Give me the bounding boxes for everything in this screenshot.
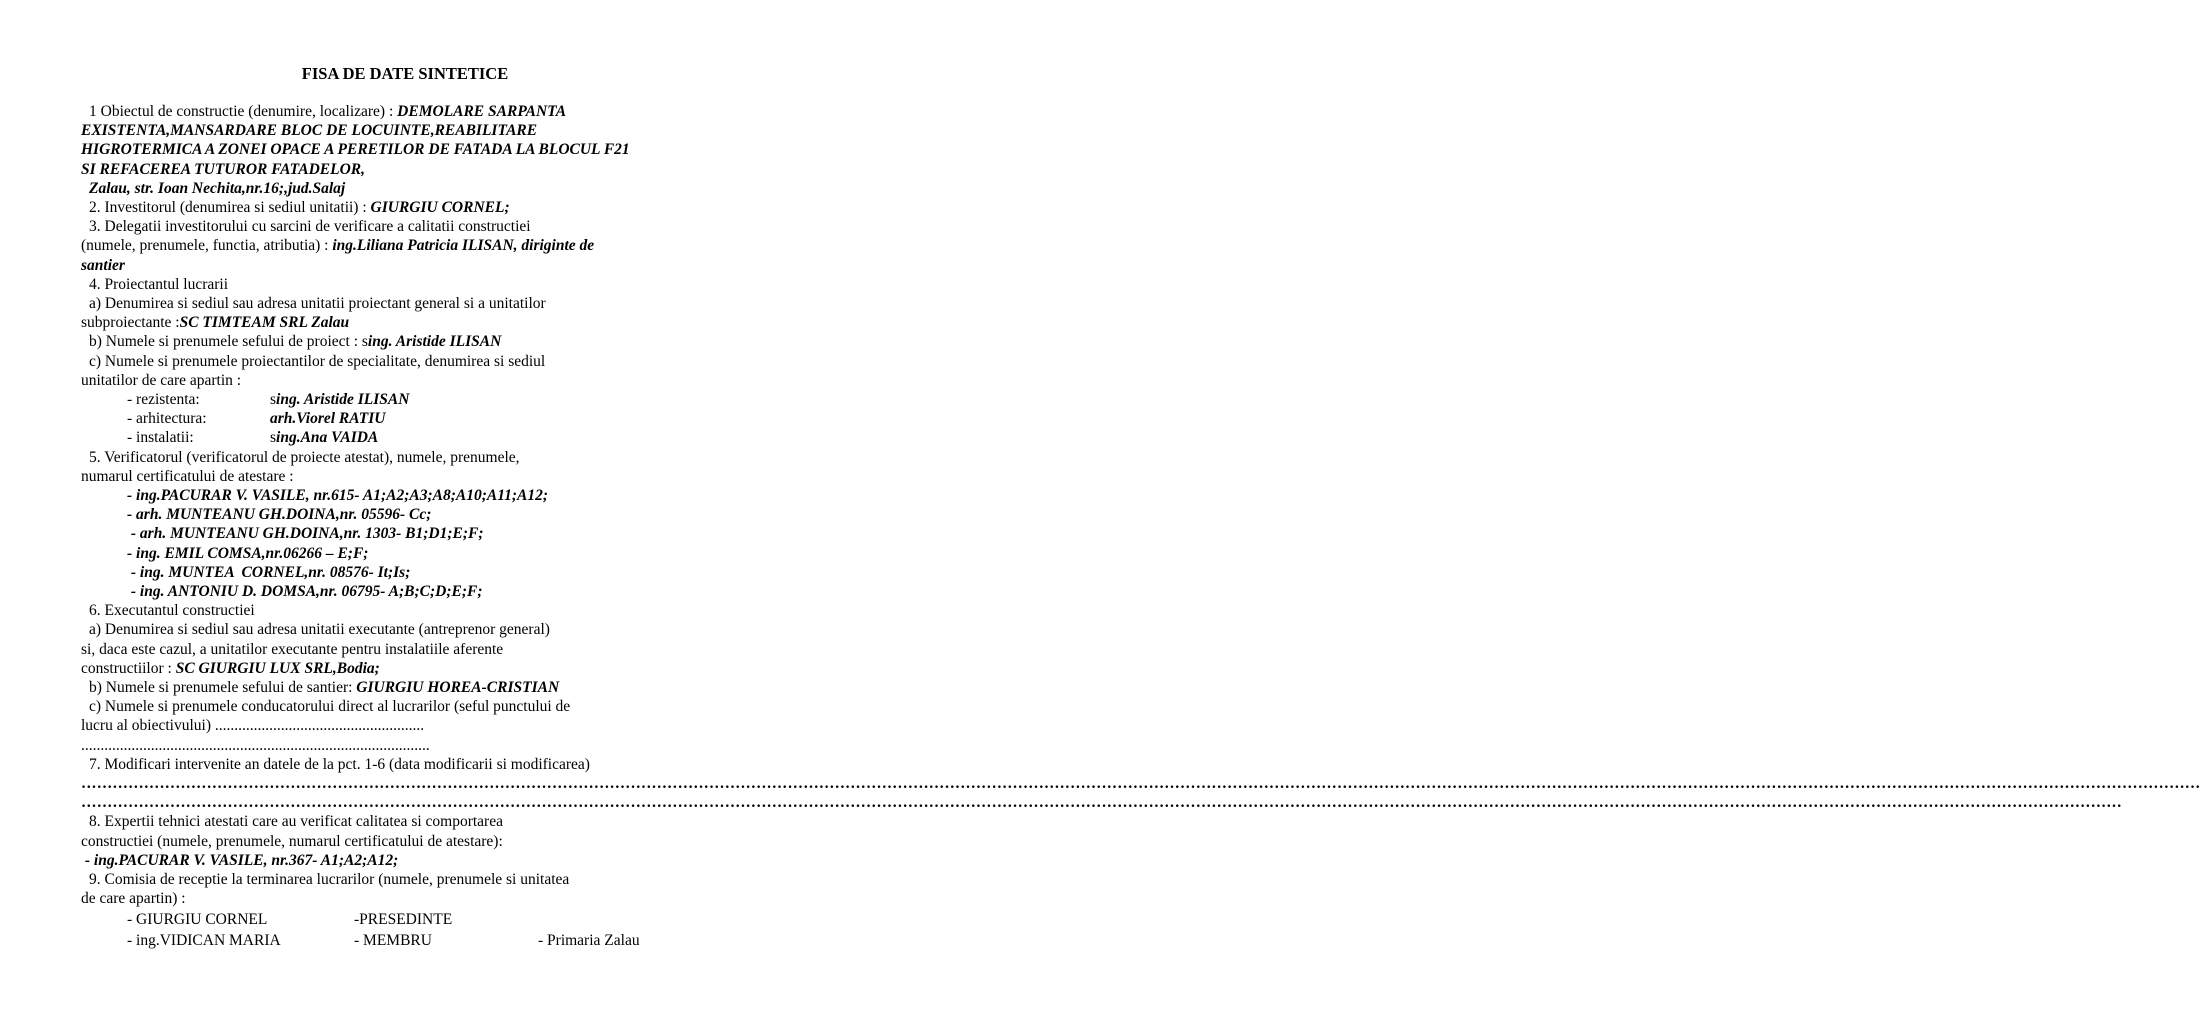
specialist-value: sing.Ana VAIDA: [270, 429, 379, 447]
verifier-item: - arh. MUNTEANU GH.DOINA,nr. 1303- B1;D1;E;F;: [127, 525, 484, 543]
commission-row: [81, 910, 741, 931]
section-6c-line: lucru al obiectivului) ......................................................: [81, 717, 425, 735]
specialist-value: arh.Viorel RATIU: [270, 410, 386, 428]
delegate-name: ing.Liliana Patricia ILISAN, diriginte de: [332, 237, 595, 255]
section-3-heading: 3. Delegatii investitorului cu sarcini de verificare a calitatii constructiei: [89, 218, 531, 236]
section-4a-heading: a) Denumirea si sediul sau adresa unitatii proiectant general si a unitatilor: [89, 295, 546, 313]
site-manager: GIURGIU HOREA-CRISTIAN: [356, 679, 560, 697]
section-4-heading: 4. Proiectantul lucrarii: [89, 275, 229, 293]
section-4a-line: [81, 313, 741, 332]
verifier-item: - ing. MUNTEA CORNEL,nr. 08576- It;Is;: [127, 563, 411, 581]
section-5-heading: 5. Verificatorul (verificatorul de proiecte atestat), numele, prenumele,: [89, 448, 520, 466]
section-1-value: DEMOLARE SARPANTA: [397, 103, 567, 120]
section-4b-line: [81, 332, 741, 351]
specialist-row: [81, 428, 741, 447]
specialist-label: - instalatii:: [127, 429, 194, 447]
section-6b-label: b) Numele si prenumele sefului de santier:: [89, 679, 357, 697]
section-1-value-line: SI REFACEREA TUTUROR FATADELOR,: [81, 160, 365, 178]
section-1-label: 1 Obiectul de constructie (denumire, localizare) :: [89, 103, 398, 120]
section-2-line: [81, 198, 741, 217]
delegate-role: santier: [81, 256, 125, 274]
commission-row: [81, 931, 741, 952]
specialist-row: [81, 409, 741, 428]
specialist-label: - rezistenta:: [127, 391, 200, 409]
document-title: FISA DE DATE SINTETICE: [301, 64, 509, 83]
specialist-label: - arhitectura:: [127, 410, 207, 428]
investor-name: GIURGIU CORNEL;: [370, 199, 510, 217]
section-6b-line: [81, 678, 741, 697]
specialist-row: [81, 390, 741, 409]
project-lead: ing. Aristide ILISAN: [367, 333, 502, 351]
section-4b-label: b) Numele si prenumele sefului de proiect : s: [89, 333, 368, 351]
section-5-heading: numarul certificatului de atestare :: [81, 467, 294, 485]
commission-member-name: - GIURGIU CORNEL: [127, 911, 268, 929]
section-2-label: 2. Investitorul (denumirea si sediul unitatii) :: [89, 199, 371, 217]
section-6-heading: 6. Executantul constructiei: [89, 602, 255, 620]
verifier-item: - ing.PACURAR V. VASILE, nr.615- A1;A2;A3;A8;A10;A11;A12;: [127, 487, 549, 505]
section-1-value-line: HIGROTERMICA A ZONEI OPACE A PERETILOR DE FATADA LA BLOCUL F21: [81, 141, 630, 159]
section-3-line: [81, 236, 741, 255]
section-1-location: Zalau, str. Ioan Nechita,nr.16;,jud.Salaj: [89, 179, 346, 197]
section-6a-heading: si, daca este cazul, a unitatilor executante pentru instalatiile aferente: [81, 640, 504, 658]
commission-member-org: - Primaria Zalau: [538, 932, 640, 950]
section-7-dots: ………………………………………………………………………………………………………………………………………………………………………………………………………………………………………………………………………………………………………………………………………………………………………: [81, 775, 2201, 793]
designer-company: SC TIMTEAM SRL Zalau: [179, 314, 350, 332]
section-7-heading: 7. Modificari intervenite an datele de la pct. 1-6 (data modificarii si modificarea): [89, 755, 590, 773]
section-9-heading: 9. Comisia de receptie la terminarea lucrarilor (numele, prenumele si unitatea: [89, 871, 570, 889]
section-6a-heading: a) Denumirea si sediul sau adresa unitatii executante (antreprenor general): [89, 621, 550, 639]
commission-member-name: - ing.VIDICAN MARIA: [127, 932, 281, 950]
expert-item: - ing.PACURAR V. VASILE, nr.367- A1;A2;A12;: [81, 851, 399, 869]
section-6c-heading: c) Numele si prenumele conducatorului direct al lucrarilor (seful punctului de: [89, 698, 571, 716]
commission-member-role: -PRESEDINTE: [354, 911, 453, 929]
section-6c-line: ..........................................................................................: [81, 736, 430, 754]
section-8-heading: constructiei (numele, prenumele, numarul certificatului de atestare):: [81, 832, 503, 850]
contractor-company: SC GIURGIU LUX SRL,Bodia;: [175, 659, 380, 677]
section-4c-heading: unitatilor de care apartin :: [81, 371, 242, 389]
section-4c-heading: c) Numele si prenumele proiectantilor de specialitate, denumirea si sediul: [89, 352, 546, 370]
verifier-item: - arh. MUNTEANU GH.DOINA,nr. 05596- Cc;: [127, 506, 432, 524]
document-body: [81, 102, 2201, 952]
section-3-label: (numele, prenumele, functia, atributia) :: [81, 237, 333, 255]
verifier-item: - ing. ANTONIU D. DOMSA,nr. 06795- A;B;C;D;E;F;: [127, 583, 483, 601]
section-6a-label: constructiilor :: [81, 659, 176, 677]
section-4a-label: subproiectante :: [81, 314, 180, 332]
section-9-heading: de care apartin) :: [81, 890, 186, 908]
section-7-dots: …………………………………………………………………………………………………………………………………………………………………………………………………………………………………………………………………………………………………………………………………………………………: [81, 794, 2122, 812]
specialist-value: sing. Aristide ILISAN: [270, 391, 410, 409]
commission-member-role: - MEMBRU: [354, 932, 432, 950]
section-6a-line: [81, 659, 741, 678]
section-1-value-line: EXISTENTA,MANSARDARE BLOC DE LOCUINTE,REABILITARE: [81, 122, 538, 140]
verifier-item: - ing. EMIL COMSA,nr.06266 – E;F;: [127, 544, 369, 562]
section-8-heading: 8. Expertii tehnici atestati care au verificat calitatea si comportarea: [89, 813, 503, 831]
section-1-line: [81, 102, 741, 121]
